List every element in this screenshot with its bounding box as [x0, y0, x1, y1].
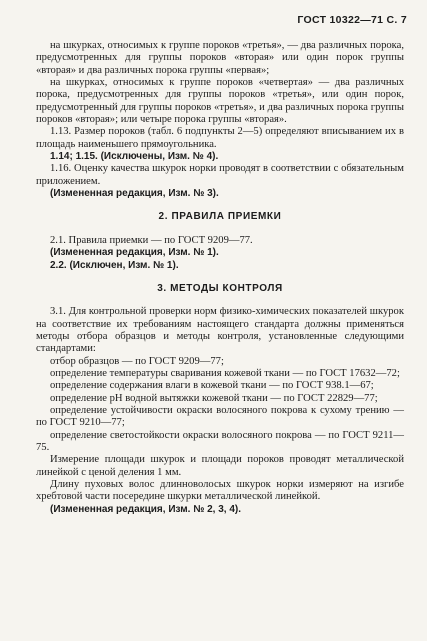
list-item: отбор образцов — по ГОСТ 9209—77; — [50, 355, 224, 367]
paragraph: на шкурках, относимых к группе пороков «третья», — два различных порока, предусмотренных для группы пороков «вторая» или один порок группы «вторая» и два различных порока группы «первая»; — [36, 40, 404, 76]
list-item: определение устойчивости окраски волосяного покрова к сухому трению — по ГОСТ 9210—77; — [36, 404, 404, 429]
paragraph-excluded: 1.14; 1.15. (Исключены, Изм. № 4). — [50, 151, 219, 163]
amendment-note: (Измененная редакция, Изм. № 3). — [50, 188, 219, 200]
amendment-note: (Измененная редакция, Изм. № 2, 3, 4). — [50, 503, 242, 515]
paragraph: 3.1. Для контрольной проверки норм физико-химических показателей шкурок на соответствие их требованиям настоящего стандарта должны применяться методы отбора образцов и методы контроля, установленные следующими стандартами: — [36, 306, 404, 355]
paragraph: 2.1. Правила приемки — по ГОСТ 9209—77. — [50, 234, 253, 246]
list-item: определение светостойкости окраски волосяного покрова — по ГОСТ 9211—75. — [36, 429, 404, 453]
list-item: определение содержания влаги в кожевой ткани — по ГОСТ 938.1—67; — [50, 380, 374, 392]
list-item: определение pH водной вытяжки кожевой ткани — по ГОСТ 22829—77; — [50, 392, 378, 404]
section-heading: 2. ПРАВИЛА ПРИЕМКИ — [158, 211, 282, 223]
paragraph: Измерение площади шкурок и площади пороков проводят металлической линейкой с ценой деления 1 мм. — [36, 454, 404, 478]
paragraph-excluded: 2.2. (Исключен, Изм. № 1). — [50, 259, 179, 271]
list-item: определение температуры сваривания кожевой ткани — по ГОСТ 17632—72; — [50, 367, 400, 379]
paragraph: на шкурках, относимых к группе пороков «четвертая» — два различных порока, предусмотренных для группы пороков «третья», или один порок, предусмотренный для группы пороков «третья», и два различных порока группы пороков «вторая»; или четыре порока группы «вторая». — [36, 77, 404, 126]
amendment-note: (Измененная редакция, Изм. № 1). — [50, 247, 219, 259]
page-header: ГОСТ 10322—71 С. 7 — [297, 14, 407, 26]
paragraph: 1.13. Размер пороков (табл. 6 подпункты 2—5) определяют вписыванием их в площадь наименьшего прямоугольника. — [36, 126, 404, 150]
document-body — [36, 40, 404, 516]
paragraph: Длину пуховых волос длинноволосых шкурок норки измеряют на изгибе хребтовой части посередине шкурки металлической линейкой. — [36, 479, 404, 503]
section-heading: 3. МЕТОДЫ КОНТРОЛЯ — [157, 282, 283, 294]
paragraph: 1.16. Оценку качества шкурок норки проводят в соответствии с обязательным приложением. — [36, 163, 404, 187]
